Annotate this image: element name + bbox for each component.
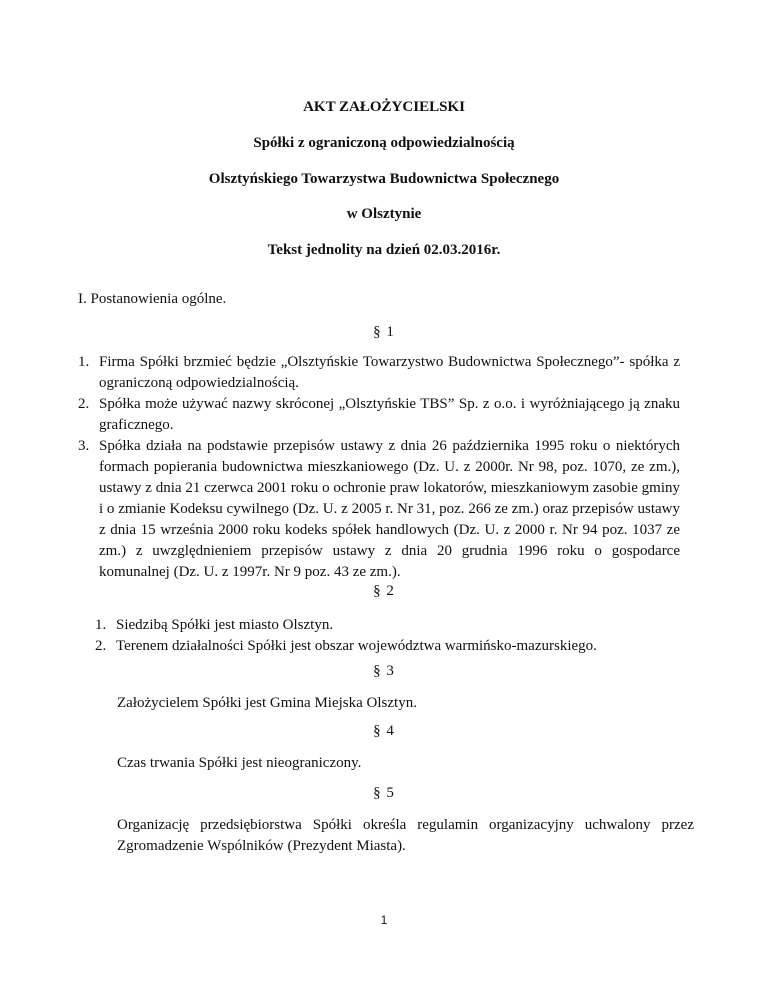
list-item-number: 1. [78,354,90,370]
page-number: 1 [380,913,388,927]
list-item [95,636,695,657]
list-item-text: Terenem działalności Spółki jest obszar województwa warmińsko-mazurskiego. [116,638,597,654]
paragraph-sign-3: § 3 [373,663,395,679]
list-item-number: 2. [78,396,90,412]
list-item-number: 2. [95,638,107,654]
paragraph-2-list [95,615,695,657]
section-title: I. Postanowienia ogólne. [78,291,227,307]
list-item-number: 3. [78,438,90,454]
paragraph-3-text: Założycielem Spółki jest Gmina Miejska Olsztyn. [117,695,417,711]
document-subtitle-location: w Olsztynie [346,206,422,222]
paragraph-sign-1: § 1 [373,324,395,340]
paragraph-5-text: Organizację przedsiębiorstwa Spółki określa regulamin organizacyjny uchwalony przez Zgromadzenie Wspólników (Prezydent Miasta). [117,817,694,854]
list-item [95,615,695,636]
list-item [78,394,680,436]
list-item-number: 1. [95,617,107,633]
paragraph-sign-2: § 2 [373,583,395,599]
document-subtitle-company-name: Olsztyńskiego Towarzystwa Budownictwa Społecznego [208,171,560,187]
list-item-text: Spółka działa na podstawie przepisów ustawy z dnia 26 października 1995 roku o niektórych formach popierania budownictwa mieszkaniowego (Dz. U. z 2000r. Nr 98, poz. 1070, ze zm.), ustawy z dnia 21 czerwca 2001 roku o ochronie praw lokatorów, mieszkaniowym zasobie gminy i o zmianie Kodeksu cywilnego (Dz. U. z 2005 r. Nr 31, poz. 266 ze zm.) oraz przepisów ustawy z dnia 15 września 2000 roku kodeks spółek handlowych (Dz. U. z 2000 r. Nr 94 poz. 1037 ze zm.) z uwzględnieniem przepisów ustawy z dnia 20 grudnia 1996 roku o gospodarce komunalnej (Dz. U. z 1997r. Nr 9 poz. 43 ze zm.). [99,438,680,580]
document-subtitle-company-type: Spółki z ograniczoną odpowiedzialnością [253,135,515,151]
list-item [78,352,680,394]
list-item [78,436,680,583]
list-item-text: Firma Spółki brzmieć będzie „Olsztyńskie Towarzystwo Budownictwa Społecznego”- spółka z ograniczoną odpowiedzialnością. [99,354,680,391]
document-subtitle-date: Tekst jednolity na dzień 02.03.2016r. [267,242,501,258]
paragraph-sign-5: § 5 [373,785,395,801]
paragraph-sign-4: § 4 [373,723,395,739]
list-item-text: Siedzibą Spółki jest miasto Olsztyn. [116,617,334,633]
paragraph-1-list [78,352,680,583]
document-title: AKT ZAŁOŻYCIELSKI [303,99,465,115]
list-item-text: Spółka może używać nazwy skróconej „Olsztyńskie TBS” Sp. z o.o. i wyróżniającego ją znaku graficznego. [99,396,680,433]
paragraph-4-text: Czas trwania Spółki jest nieograniczony. [117,755,362,771]
